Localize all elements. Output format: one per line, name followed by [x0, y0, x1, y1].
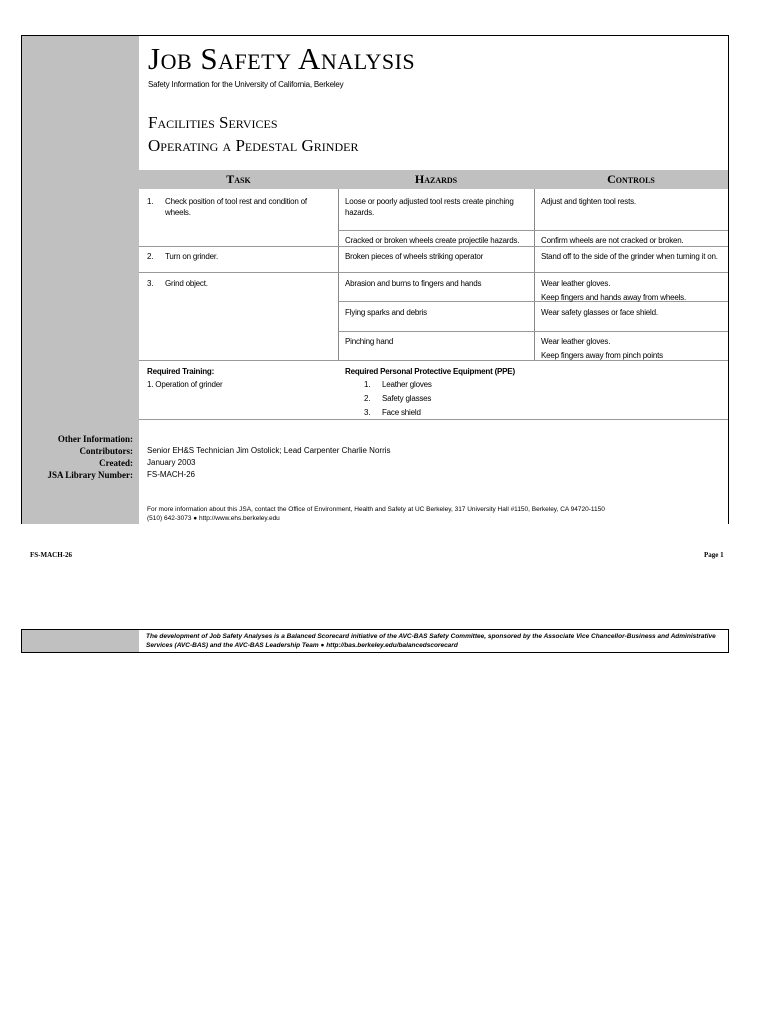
- table-header: [139, 170, 728, 189]
- library-number-value: FS-MACH-26: [147, 470, 196, 479]
- hazard-text: Broken pieces of wheels striking operator: [345, 252, 484, 261]
- training-label: Required Training:: [147, 367, 215, 376]
- other-info-label: Other Information:: [57, 434, 133, 444]
- hazard-text: Cracked or broken wheels create projectile hazards.: [345, 236, 520, 245]
- control-text: Adjust and tighten tool rests.: [541, 197, 636, 206]
- ppe-item: Leather gloves: [382, 380, 432, 389]
- library-number-label: JSA Library Number:: [47, 470, 133, 480]
- task-text: Grind object.: [165, 279, 208, 288]
- contact-phone-url: (510) 642-3073 ● http://www.ehs.berkeley.edu: [147, 515, 280, 522]
- created-label: Created:: [99, 458, 133, 468]
- ppe-item: Face shield: [382, 408, 421, 417]
- footer-doc-id: FS-MACH-26: [30, 551, 72, 559]
- row-divider: [139, 246, 728, 247]
- column-divider: [338, 189, 339, 360]
- task-number: 1.: [147, 197, 154, 206]
- hazard-text: Abrasion and burns to fingers and hands: [345, 279, 482, 288]
- department-name: Facilities Services: [148, 113, 278, 132]
- ppe-number: 1.: [364, 380, 371, 389]
- ppe-number: 3.: [364, 408, 371, 417]
- training-item: 1. Operation of grinder: [147, 380, 223, 389]
- row-divider: [139, 272, 728, 273]
- banner-gray-block: [22, 630, 139, 652]
- hazard-text: Flying sparks and debris: [345, 308, 427, 317]
- row-divider: [139, 419, 728, 420]
- contact-info: For more information about this JSA, contact the Office of Environment, Health and Safety at UC Berkeley, 317 University Hall #1150, Berkeley, CA 94720-1150: [147, 506, 605, 513]
- control-text: Keep fingers away from pinch points: [541, 351, 663, 360]
- control-text: Confirm wheels are not cracked or broken.: [541, 236, 684, 245]
- ppe-number: 2.: [364, 394, 371, 403]
- row-divider: [338, 230, 728, 231]
- control-text: Stand off to the side of the grinder when turning it on.: [541, 252, 718, 261]
- hazard-text: Loose or poorly adjusted tool rests create pinching hazards.: [345, 197, 514, 217]
- task-text: Check position of tool rest and condition of wheels.: [165, 197, 307, 217]
- hazard-text: Pinching hand: [345, 337, 394, 346]
- control-text: Wear leather gloves.: [541, 279, 611, 288]
- control-text: Wear safety glasses or face shield.: [541, 308, 658, 317]
- contributors-value: Senior EH&S Technician Jim Ostolick; Lead Carpenter Charlie Norris: [147, 446, 391, 455]
- sheet-content: [139, 36, 728, 524]
- jsa-sheet: [21, 35, 729, 524]
- column-divider: [534, 189, 535, 360]
- header-task: Task: [226, 172, 251, 186]
- topic-name: Operating a Pedestal Grinder: [148, 136, 359, 155]
- task-number: 2.: [147, 252, 154, 261]
- control-text: Wear leather gloves.: [541, 337, 611, 346]
- ppe-item: Safety glasses: [382, 394, 432, 403]
- banner-text: The development of Job Safety Analyses is a Balanced Scorecard initiative of the AVC-BAS Safety Committee, sponsored by the Associate Vice Chancellor-Business and Administrative Services (AVC-BAS) and the AVC-BAS Leadership Team ● http://bas.berkeley.edu/balancedscorecard: [146, 633, 716, 649]
- task-number: 3.: [147, 279, 154, 288]
- doc-subtitle: Safety Information for the University of California, Berkeley: [148, 80, 344, 89]
- footer-banner: [21, 629, 729, 653]
- control-text: Keep fingers and hands away from wheels.: [541, 293, 686, 302]
- ppe-label: Required Personal Protective Equipment (PPE): [345, 367, 515, 376]
- contributors-label: Contributors:: [79, 446, 133, 456]
- header-controls: Controls: [607, 172, 655, 186]
- task-text: Turn on grinder.: [165, 252, 218, 261]
- sidebar-gray: [22, 36, 139, 524]
- created-value: January 2003: [147, 458, 196, 467]
- row-divider: [338, 331, 728, 332]
- doc-title: Job Safety Analysis: [148, 41, 416, 76]
- footer-page-number: Page 1: [704, 551, 724, 559]
- header-hazards: Hazards: [414, 172, 458, 186]
